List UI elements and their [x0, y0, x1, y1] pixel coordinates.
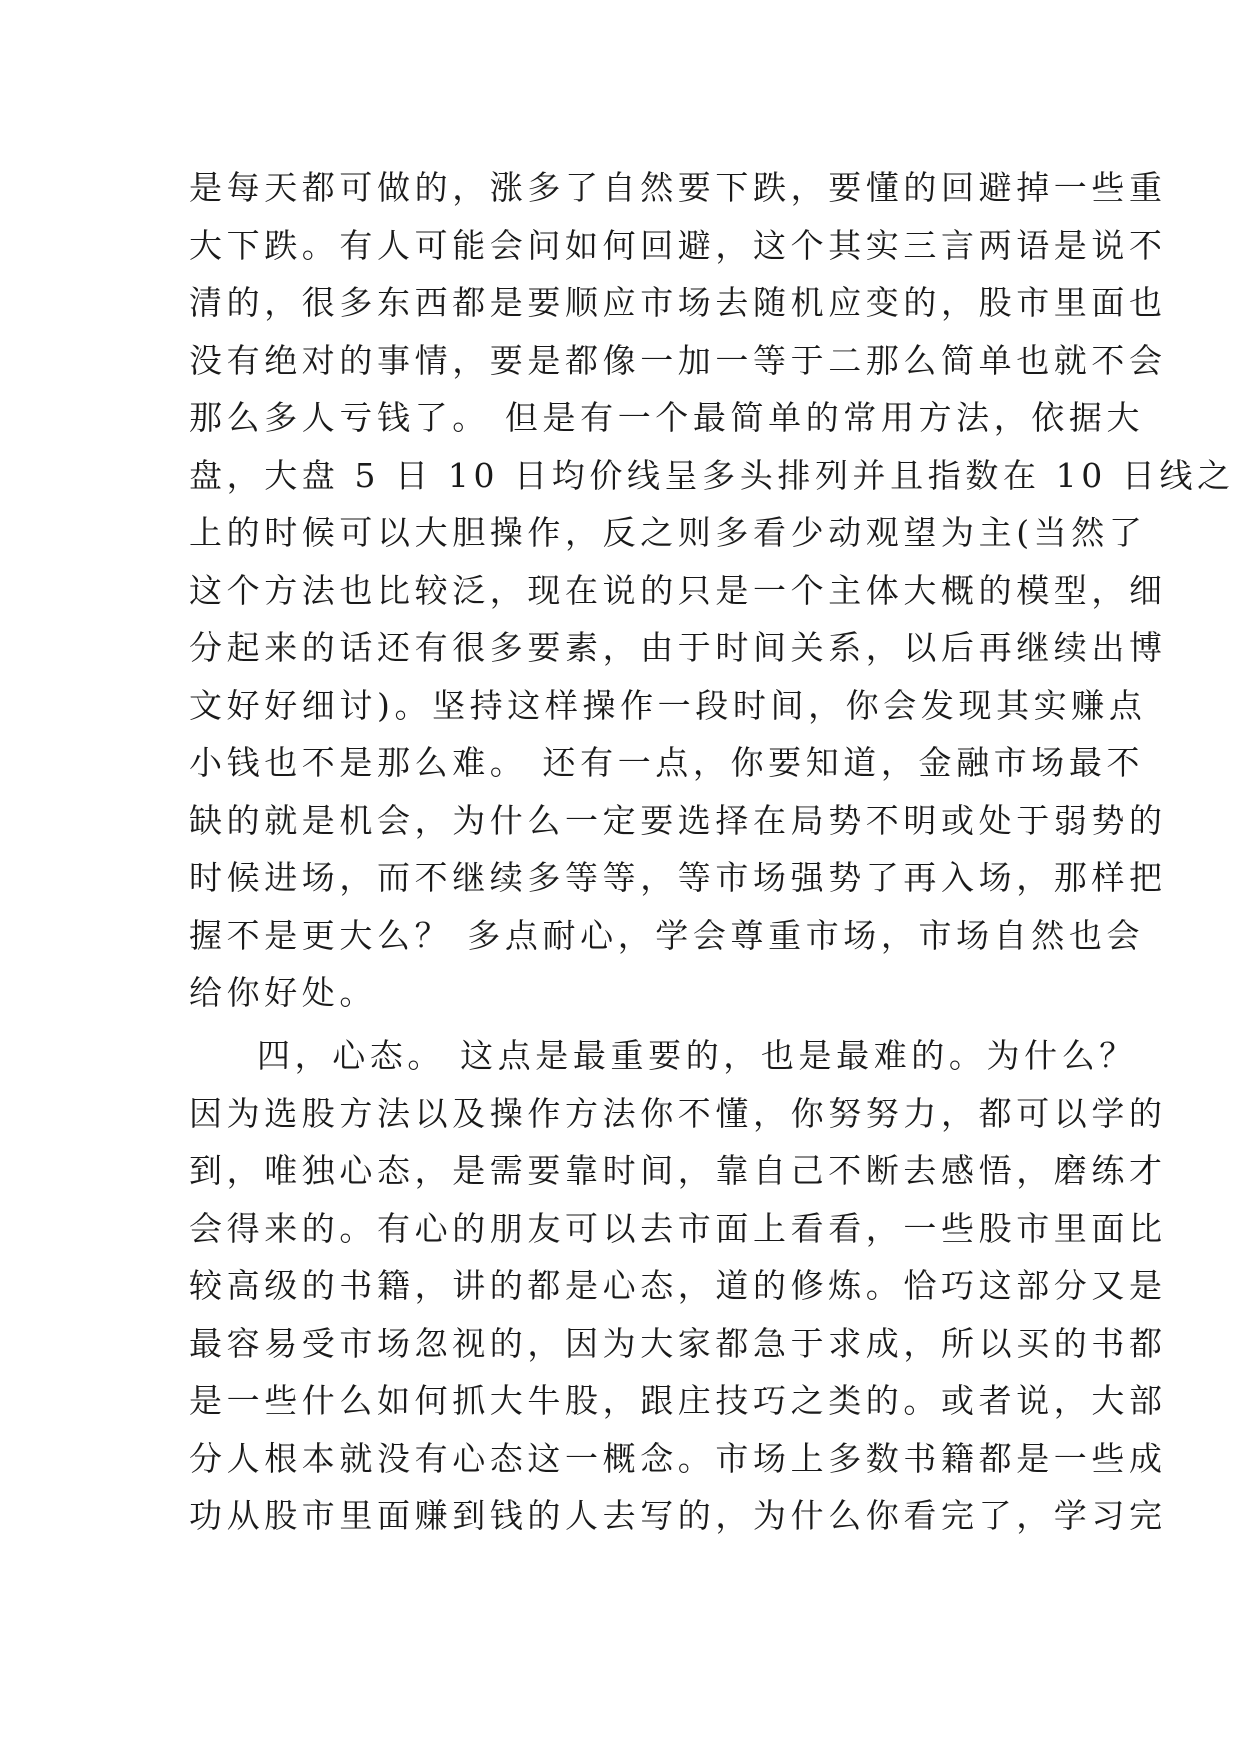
- paragraph-trading-method: [189, 159, 1235, 1022]
- text-line: 分起来的话还有很多要素，由于时间关系，以后再继续出博: [189, 628, 1167, 667]
- text-line: 那么多人亏钱了。 但是有一个最简单的常用方法，依据大: [189, 398, 1145, 437]
- text-line: 会得来的。有心的朋友可以去市面上看看，一些股市里面比: [189, 1208, 1167, 1248]
- text-line: 较高级的书籍，讲的都是心态，道的修炼。恰巧这部分又是: [189, 1266, 1167, 1305]
- text-line: 到，唯独心态，是需要靠时间，靠自己不断去感悟，磨练才: [189, 1151, 1167, 1190]
- text-line: 分人根本就没有心态这一概念。市场上多数书籍都是一些成: [189, 1438, 1167, 1478]
- text-line: 是一些什么如何抓大牛股，跟庄技巧之类的。或者说，大部: [189, 1381, 1167, 1420]
- paragraph-mindset: [189, 1027, 1167, 1545]
- text-line: 是每天都可做的，涨多了自然要下跌，要懂的回避掉一些重: [189, 168, 1167, 207]
- text-line: 文好好细讨)。坚持这样操作一段时间，你会发现其实赚点: [189, 685, 1147, 725]
- text-line: 小钱也不是那么难。 还有一点，你要知道，金融市场最不: [189, 743, 1145, 782]
- text-line: 清的，很多东西都是要顺应市场去随机应变的，股市里面也: [189, 283, 1167, 322]
- text-line: 握不是更大么？ 多点耐心，学会尊重市场，市场自然也会: [189, 915, 1145, 955]
- text-line: 缺的就是机会，为什么一定要选择在局势不明或处于弱势的: [189, 800, 1167, 840]
- text-line: 最容易受市场忽视的，因为大家都急于求成，所以买的书都: [189, 1323, 1167, 1363]
- text-line: 给你好处。: [189, 973, 377, 1012]
- text-line: 功从股市里面赚到钱的人去写的，为什么你看完了，学习完: [189, 1496, 1167, 1535]
- text-line: 上的时候可以大胆操作，反之则多看少动观望为主(当然了: [189, 513, 1147, 552]
- text-line: 没有绝对的事情，要是都像一加一等于二那么简单也就不会: [189, 340, 1167, 380]
- text-line: 这个方法也比较泛，现在说的只是一个主体大概的模型，细: [189, 570, 1167, 610]
- text-line: 时候进场，而不继续多等等，等市场强势了再入场，那样把: [189, 858, 1167, 897]
- text-line: 因为选股方法以及操作方法你不懂，你努努力，都可以学的: [189, 1093, 1167, 1133]
- text-line-indented: 四，心态。 这点是最重要的，也是最难的。为什么？: [257, 1036, 1137, 1075]
- text-line: 盘，大盘 5 日 10 日均价线呈多头排列并且指数在 10 日线之: [189, 455, 1235, 495]
- text-line: 大下跌。有人可能会问如何回避，这个其实三言两语是说不: [189, 225, 1167, 265]
